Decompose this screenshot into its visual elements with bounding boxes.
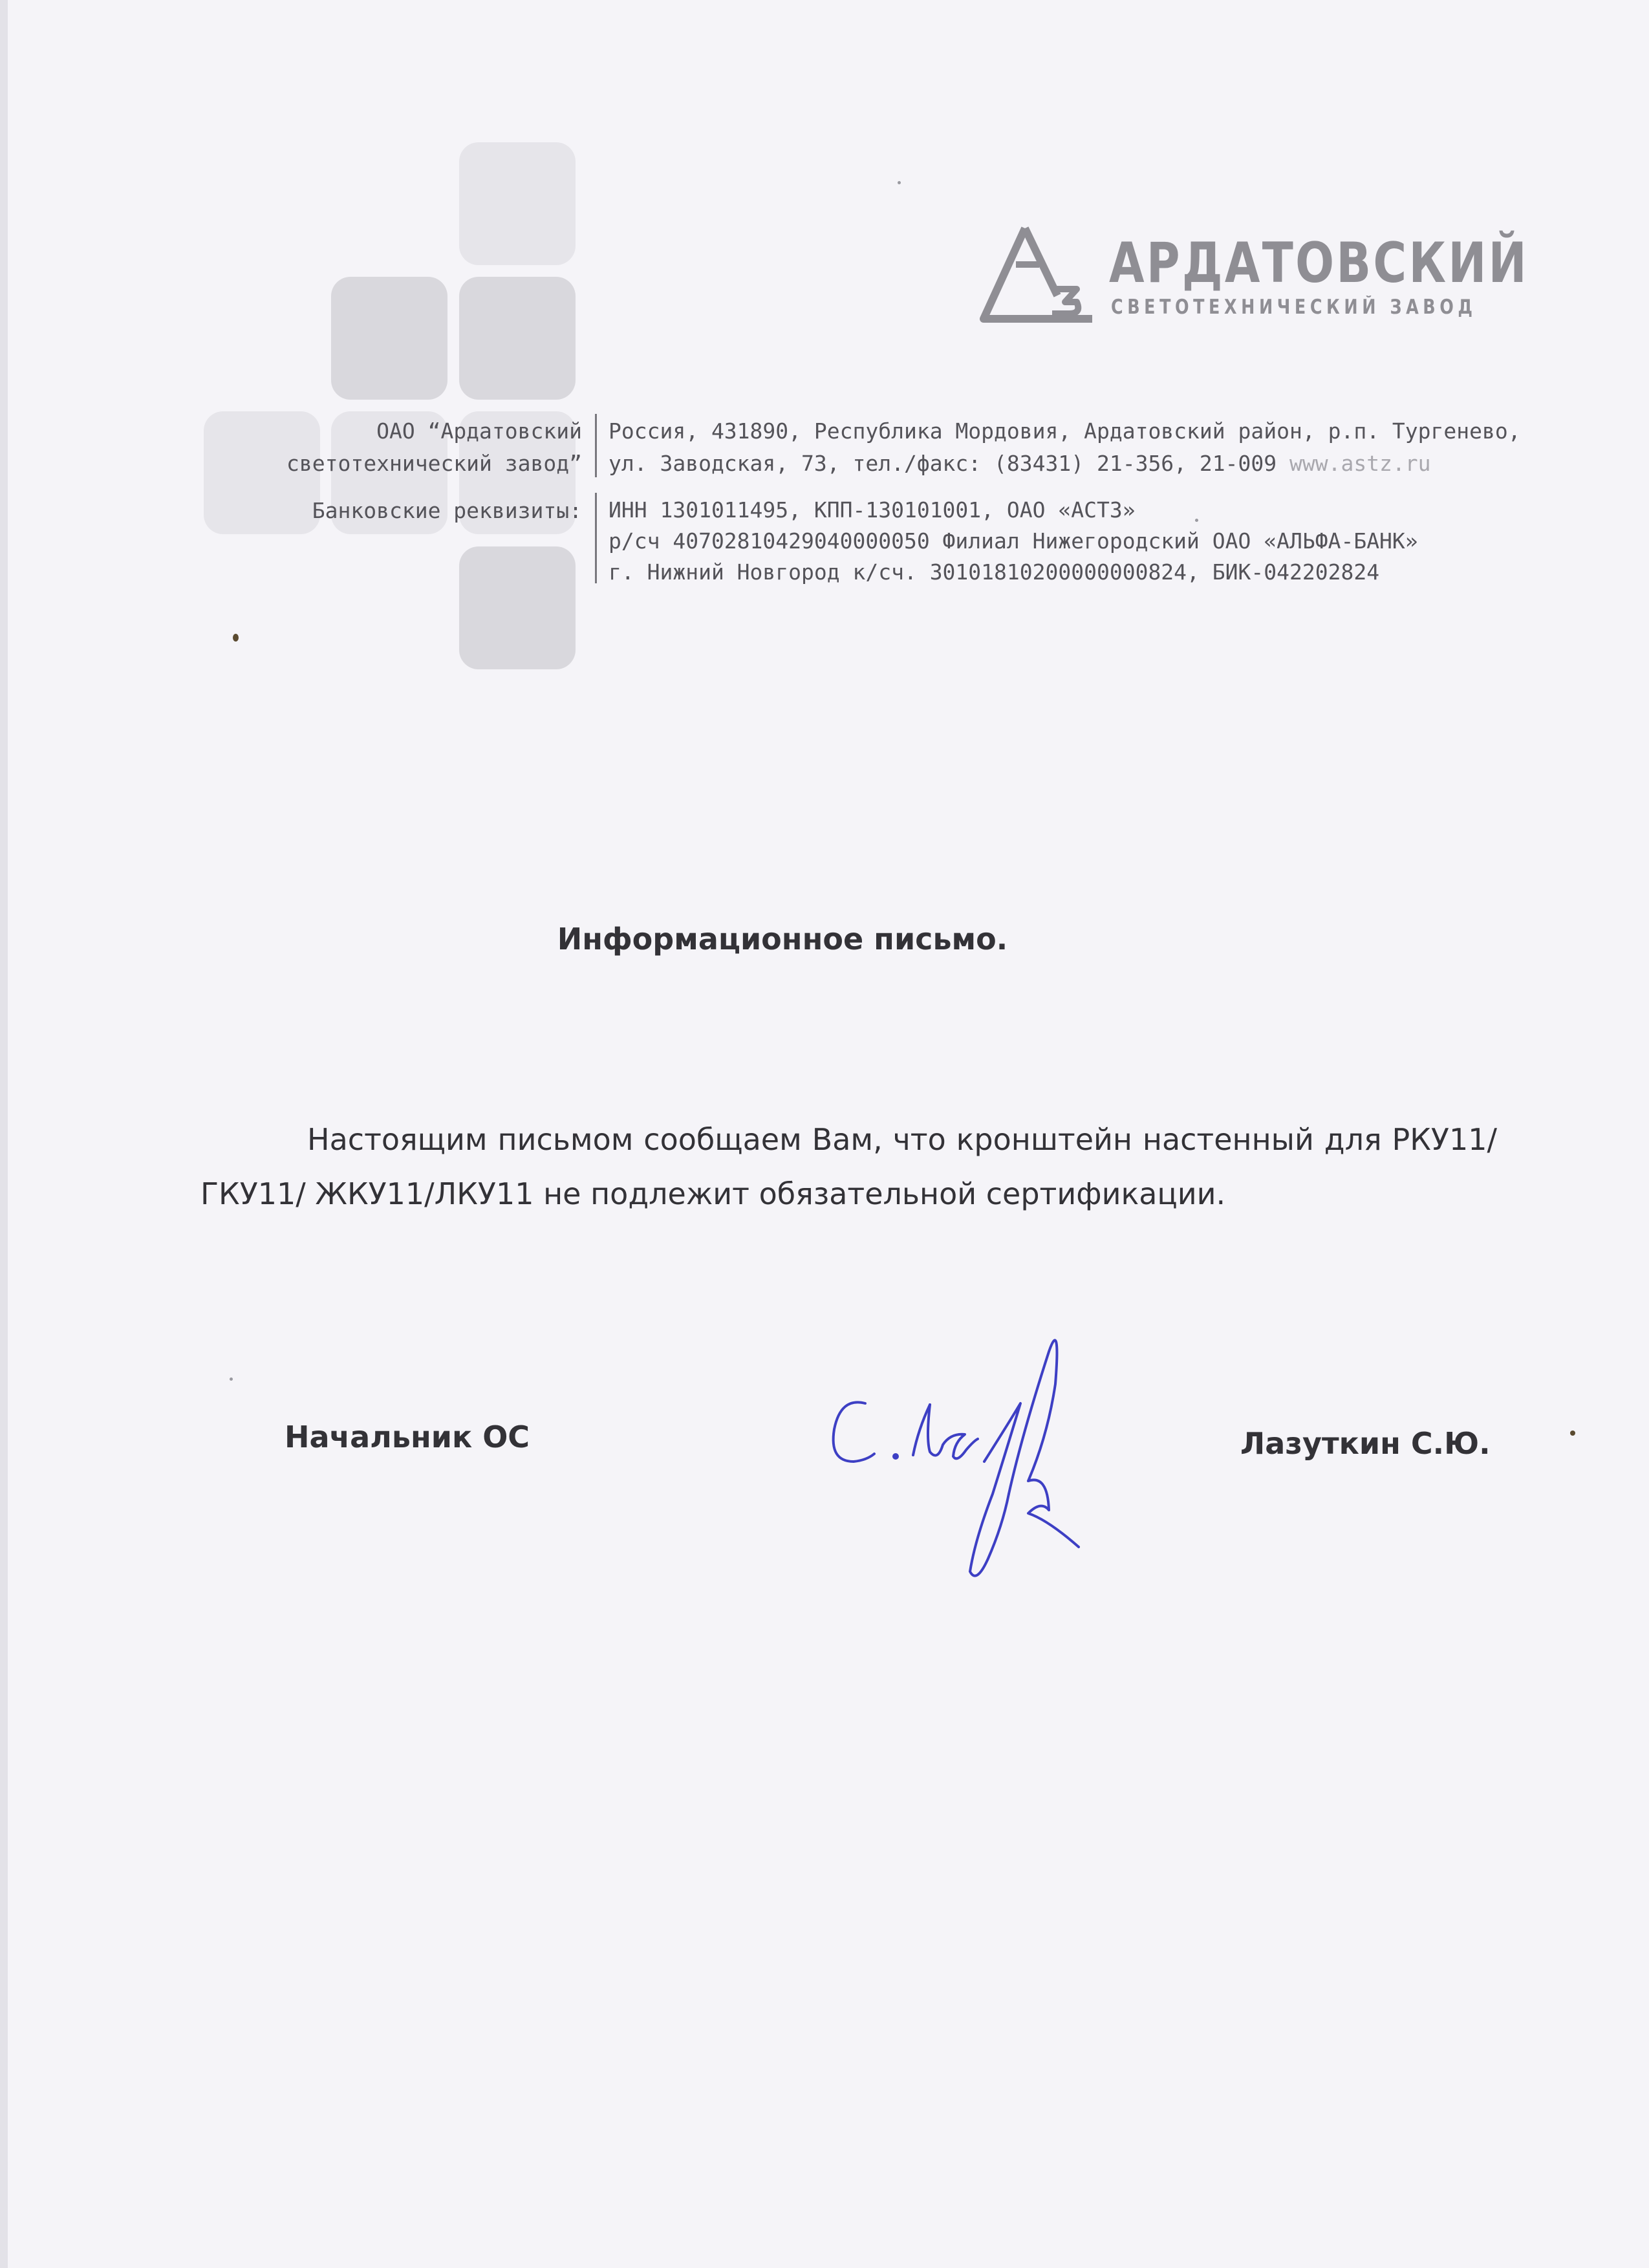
company-logo — [980, 223, 1529, 327]
letter-body: Настоящим письмом сообщаем Вам, что кронштейн настенный для РКУ11/ ГКУ11/ ЖКУ11/ЛКУ11 не подлежит обязательной сертификации. — [200, 1122, 1497, 1211]
bank-details-label: Банковские реквизиты: — [312, 498, 582, 523]
letter-title: Информационное письмо. — [557, 922, 1008, 956]
company-name-line: ОАО “Ардатовский — [376, 418, 582, 444]
bank-line: ИНН 1301011495, КПП-130101001, ОАО «АСТЗ» — [609, 497, 1136, 523]
signer-name: Лазуткин С.Ю. — [1240, 1426, 1491, 1461]
bank-line: р/сч 40702810429040000050 Филиал Нижегородский ОАО «АЛЬФА-БАНК» — [609, 528, 1418, 554]
decorative-square — [459, 142, 576, 265]
handwritten-signature — [815, 1306, 1112, 1604]
decorative-square — [459, 277, 576, 400]
logo-subtitle: СВЕТОТЕХНИЧЕСКИЙ ЗАВОД — [1111, 296, 1477, 319]
bank-line: г. Нижний Новгород к/сч. 30101810200000000824, БИК-042202824 — [609, 559, 1380, 585]
decorative-square — [459, 546, 576, 669]
company-address — [609, 415, 1521, 480]
address-line: Россия, 431890, Республика Мордовия, Ардатовский район, р.п. Тургенево, — [609, 418, 1521, 444]
address-line — [609, 448, 1521, 480]
bank-details — [609, 495, 1418, 588]
header-divider — [595, 493, 597, 583]
address-phone: ул. Заводская, 73, тел./факс: (83431) 21-356, 21-009 — [609, 451, 1277, 476]
company-name — [286, 415, 582, 480]
website-link[interactable]: www.astz.ru — [1289, 451, 1431, 476]
scan-speck — [898, 181, 901, 184]
scan-speck — [1195, 519, 1198, 522]
astz-triangle-logo-icon — [980, 223, 1096, 327]
header-divider — [595, 414, 597, 477]
logo-title: АРДАТОВСКИЙ — [1109, 231, 1529, 296]
decorative-square — [331, 277, 447, 400]
scan-speck — [230, 1377, 233, 1381]
company-name-line: светотехнический завод” — [286, 451, 582, 476]
scan-speck — [233, 634, 239, 642]
page-edge — [0, 0, 8, 2268]
scan-speck — [1570, 1431, 1575, 1436]
signer-position: Начальник ОС — [285, 1420, 530, 1454]
